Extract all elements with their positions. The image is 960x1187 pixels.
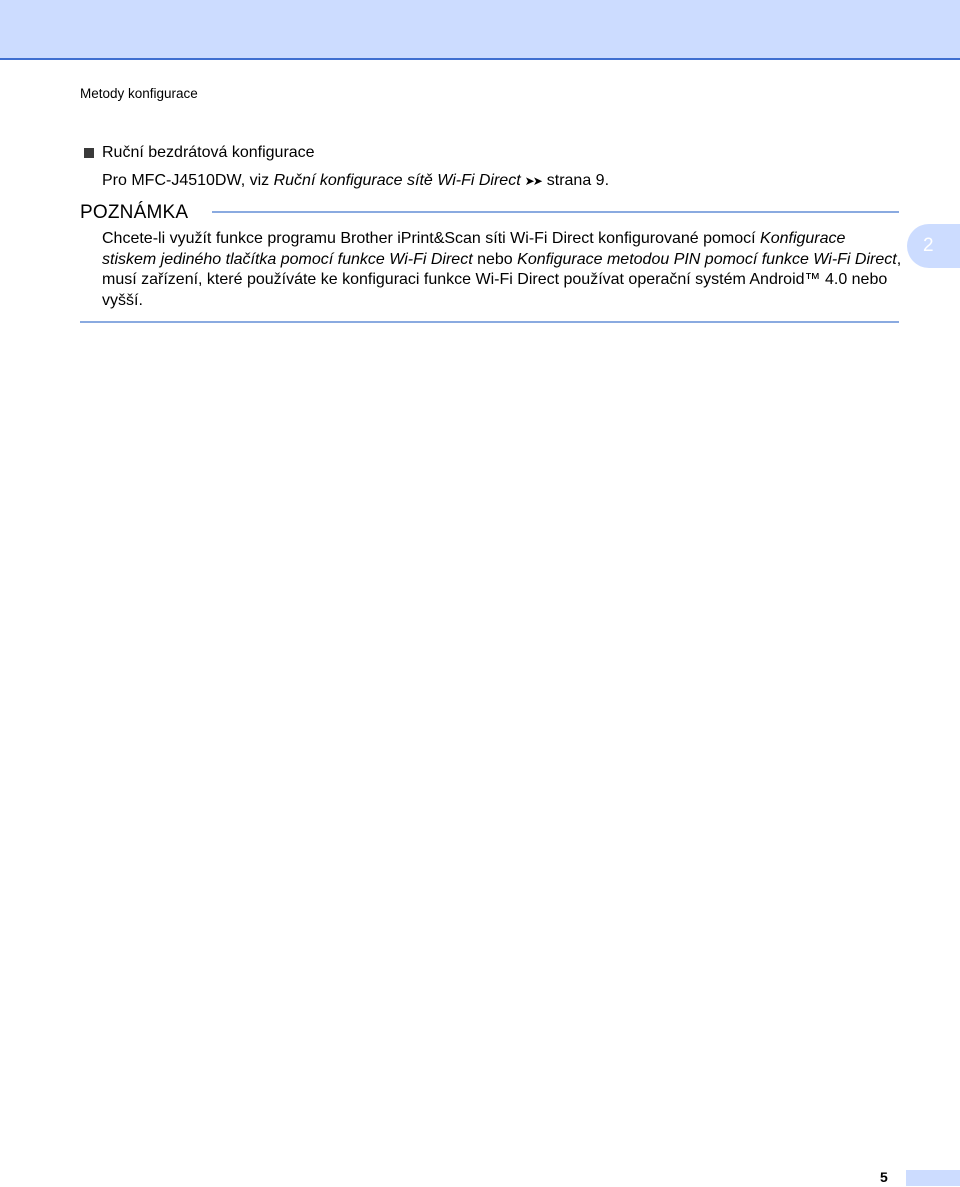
note-title: POZNÁMKA [80, 202, 189, 223]
ref-page[interactable]: strana 9. [546, 172, 610, 189]
top-header-band [0, 0, 960, 60]
ref-link[interactable]: Ruční konfigurace sítě Wi-Fi Direct [273, 172, 521, 189]
note-body [102, 229, 902, 311]
bullet-label: Ruční bezdrátová konfigurace [102, 144, 315, 161]
running-header: Metody konfigurace [80, 86, 198, 101]
note-italic-2: Konfigurace metodou PIN pomocí funkce Wi-Fi Direct [517, 250, 897, 268]
bullet-item [84, 144, 315, 162]
note-text-3: , musí zařízení, které používáte ke konfiguraci funkce Wi-Fi Direct používat operační systém Android™ 4.0 nebo vyšší. [102, 250, 902, 309]
note-text-2: nebo [472, 250, 518, 268]
note-top-rule [212, 211, 899, 213]
note-bottom-rule [80, 321, 899, 323]
page-number: 5 [880, 1169, 888, 1185]
chapter-number: 2 [923, 235, 934, 256]
page-tab [906, 1170, 960, 1186]
chapter-tab [907, 224, 960, 268]
ref-prefix: Pro MFC-J4510DW, viz [102, 172, 274, 189]
note-text-1: Chcete-li využít funkce programu Brother iPrint&Scan síti Wi-Fi Direct konfigurované pomocí [102, 230, 761, 247]
cross-reference [102, 172, 609, 190]
note-italic-1: Konfigurace stiskem jediného tlačítka pomocí funkce Wi-Fi Direct [102, 230, 846, 268]
square-bullet-icon [84, 148, 94, 158]
double-arrow-icon: ➤➤ [524, 174, 541, 188]
